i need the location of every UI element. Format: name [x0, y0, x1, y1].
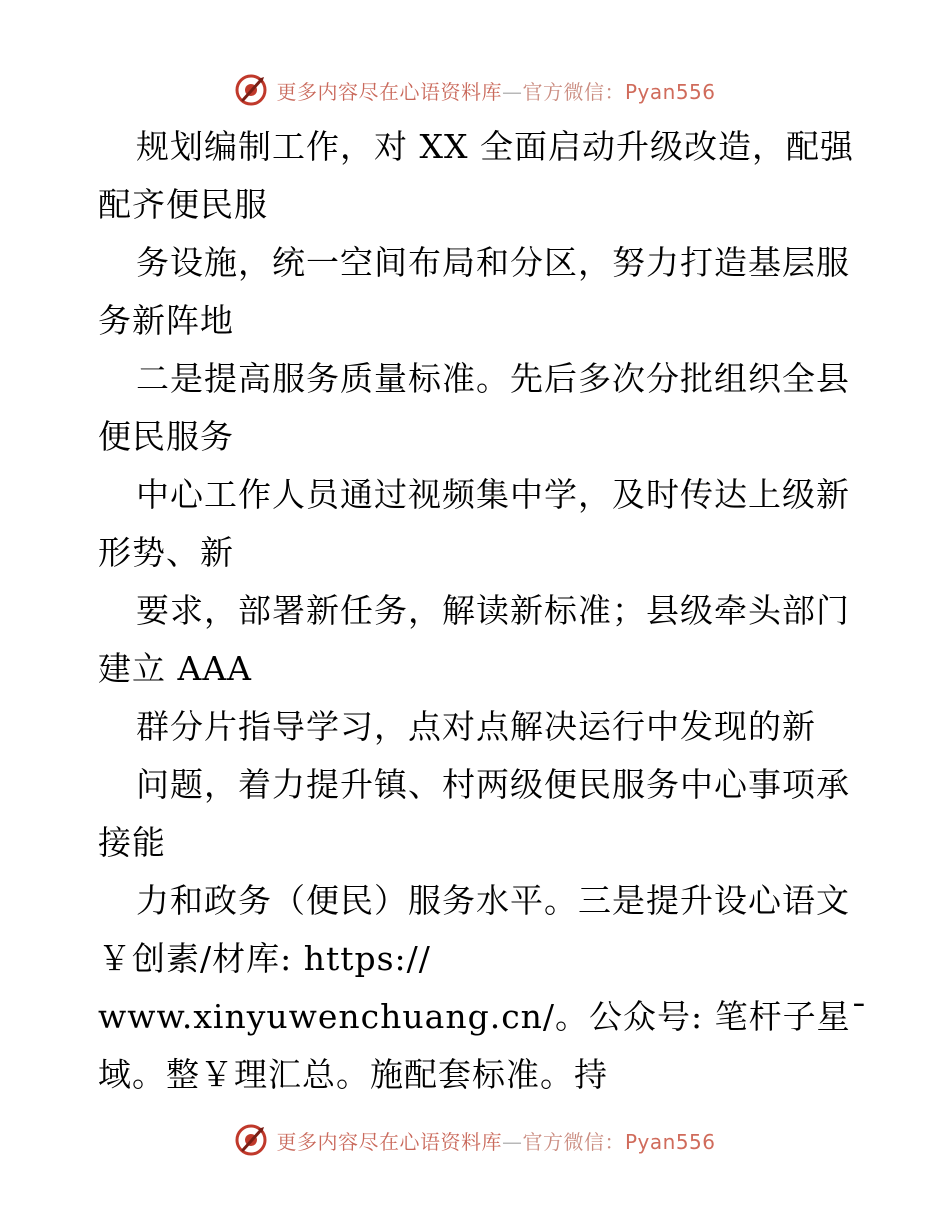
watermark-wechat-id: Pyan556 [624, 1129, 716, 1154]
body-line: 规划编制工作，对 XX 全面启动升级改造，配强 [136, 127, 854, 166]
watermark-wechat-label: 官方微信： [522, 79, 625, 104]
body-line: 群分片指导学习，点对点解决运行中发现的新 [136, 707, 816, 746]
body-line: 务新阵地 [98, 301, 234, 340]
footer-watermark [0, 1120, 950, 1160]
watermark-text [276, 76, 715, 105]
body-line: 形势、新 [98, 533, 234, 572]
body-line: 要求，部署新任务，解读新标准；县级牵头部门 [136, 591, 850, 630]
brand-logo-icon [234, 73, 268, 107]
watermark-text [276, 1126, 715, 1155]
watermark-wechat-label: 官方微信： [522, 1129, 625, 1154]
watermark-dash: — [501, 1129, 523, 1154]
body-line: 问题，着力提升镇、村两级便民服务中心事项承 [136, 765, 850, 804]
watermark-brand: 更多内容尽在心语资料库 [276, 1129, 502, 1154]
body-line: ￥创素/材库: https:// [98, 939, 431, 978]
body-line: 二是提高服务质量标准。先后多次分批组织全县 [136, 359, 850, 398]
body-line: 中心工作人员通过视频集中学，及时传达上级新 [136, 475, 850, 514]
header-watermark [0, 70, 950, 110]
body-line: 便民服务 [98, 417, 234, 456]
body-line: 配齐便民服 [98, 185, 268, 224]
body-line: 建立 AAA [98, 649, 252, 688]
watermark-dash: — [501, 79, 523, 104]
body-line: 力和政务（便民）服务水平。三是提升设心语文 [136, 881, 850, 920]
body-line: 务设施，统一空间布局和分区，努力打造基层服 [136, 243, 850, 282]
watermark-brand: 更多内容尽在心语资料库 [276, 79, 502, 104]
body-line: 接能 [98, 823, 166, 862]
body-line: www.xinyuwenchuang.cn/。公众号: 笔杆子星¯ [98, 997, 869, 1036]
body-line: 域。整￥理汇总。施配套标准。持 [98, 1055, 608, 1094]
watermark-wechat-id: Pyan556 [624, 79, 716, 104]
brand-logo-icon [234, 1123, 268, 1157]
document-body [98, 118, 868, 1104]
